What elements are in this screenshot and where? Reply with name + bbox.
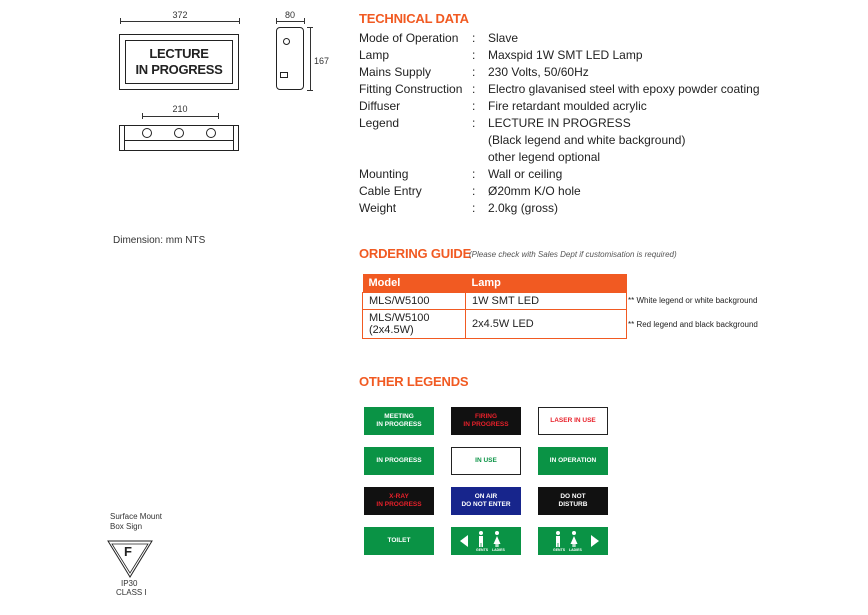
gents-caption: GENTS bbox=[553, 548, 566, 552]
legend-in-progress: IN PROGRESS bbox=[364, 447, 434, 475]
woman-icon bbox=[494, 531, 501, 547]
legend-x-ray-in-progress: X-RAY IN PROGRESS bbox=[364, 487, 434, 515]
arrow-left-icon bbox=[460, 535, 468, 547]
knockout-hole-icon bbox=[206, 128, 216, 138]
column-header-lamp: Lamp bbox=[466, 274, 627, 293]
other-legends-heading: OTHER LEGENDS bbox=[359, 374, 469, 389]
ordering-guide-note: (Please check with Sales Dept if customisation is required) bbox=[469, 250, 677, 259]
sign-front-view bbox=[119, 34, 239, 90]
ip-rating: IP30 bbox=[121, 579, 138, 588]
height-dimension-line bbox=[310, 27, 311, 90]
width-dimension-line bbox=[120, 21, 239, 22]
ordering-remark-1: ** White legend or white background bbox=[628, 296, 758, 305]
table-row bbox=[363, 310, 627, 339]
ordering-guide-heading: ORDERING GUIDE bbox=[359, 246, 472, 261]
legend-toilet-right-arrow bbox=[538, 527, 608, 555]
sign-front-line-2: IN PROGRESS bbox=[135, 62, 223, 77]
legend-firing-in-progress: FIRING IN PROGRESS bbox=[451, 407, 521, 435]
mounting-type: Surface Mount Box Sign bbox=[110, 512, 163, 531]
f-mark-letter: F bbox=[124, 544, 132, 559]
ordering-table-header bbox=[363, 274, 627, 293]
cell-lamp: 2x4.5W LED bbox=[466, 310, 627, 339]
legend-toilet: TOILET bbox=[364, 527, 434, 555]
legend-in-operation: IN OPERATION bbox=[538, 447, 608, 475]
depth-dimension-label: 80 bbox=[284, 10, 295, 20]
man-icon bbox=[479, 531, 483, 547]
technical-data-heading: TECHNICAL DATA bbox=[359, 11, 469, 26]
dimension-note: Dimension: mm NTS bbox=[113, 235, 206, 246]
bottom-dimension-label: 210 bbox=[172, 104, 188, 114]
gents-caption: GENTS bbox=[476, 548, 489, 552]
depth-dimension-line bbox=[276, 21, 304, 22]
legend-laser-in-use: LASER IN USE bbox=[538, 407, 608, 435]
sign-bottom-view bbox=[119, 125, 239, 151]
knockout-hole-icon bbox=[174, 128, 184, 138]
bottom-dimension-line bbox=[142, 116, 218, 117]
column-header-model: Model bbox=[363, 274, 466, 293]
cell-lamp: 1W SMT LED bbox=[466, 293, 627, 310]
table-row bbox=[363, 293, 627, 310]
protection-class: CLASS I bbox=[116, 588, 147, 597]
cell-model: MLS/W5100 bbox=[363, 293, 466, 310]
arrow-right-icon bbox=[591, 535, 599, 547]
height-dimension-label: 167 bbox=[314, 56, 330, 66]
mounting-hole-icon bbox=[283, 38, 290, 45]
legend-do-not-disturb: DO NOT DISTURB bbox=[538, 487, 608, 515]
ordering-table bbox=[362, 274, 627, 339]
legend-in-use: IN USE bbox=[451, 447, 521, 475]
knockout-hole-icon bbox=[142, 128, 152, 138]
man-icon bbox=[556, 531, 560, 547]
ladies-caption: LADIES bbox=[492, 548, 505, 552]
legend-meeting-in-progress: MEETING IN PROGRESS bbox=[364, 407, 434, 435]
width-dimension-label: 372 bbox=[172, 10, 188, 20]
woman-icon bbox=[571, 531, 578, 547]
sign-front-line-1: LECTURE bbox=[149, 46, 209, 61]
legend-on-air: ON AIR DO NOT ENTER bbox=[451, 487, 521, 515]
ordering-remark-2: ** Red legend and black background bbox=[628, 320, 758, 329]
cable-entry-icon bbox=[280, 72, 288, 78]
sign-side-view bbox=[276, 27, 304, 90]
legend-toilet-left-arrow bbox=[451, 527, 521, 555]
ladies-caption: LADIES bbox=[569, 548, 582, 552]
cell-model: MLS/W5100 (2x4.5W) bbox=[363, 310, 466, 339]
